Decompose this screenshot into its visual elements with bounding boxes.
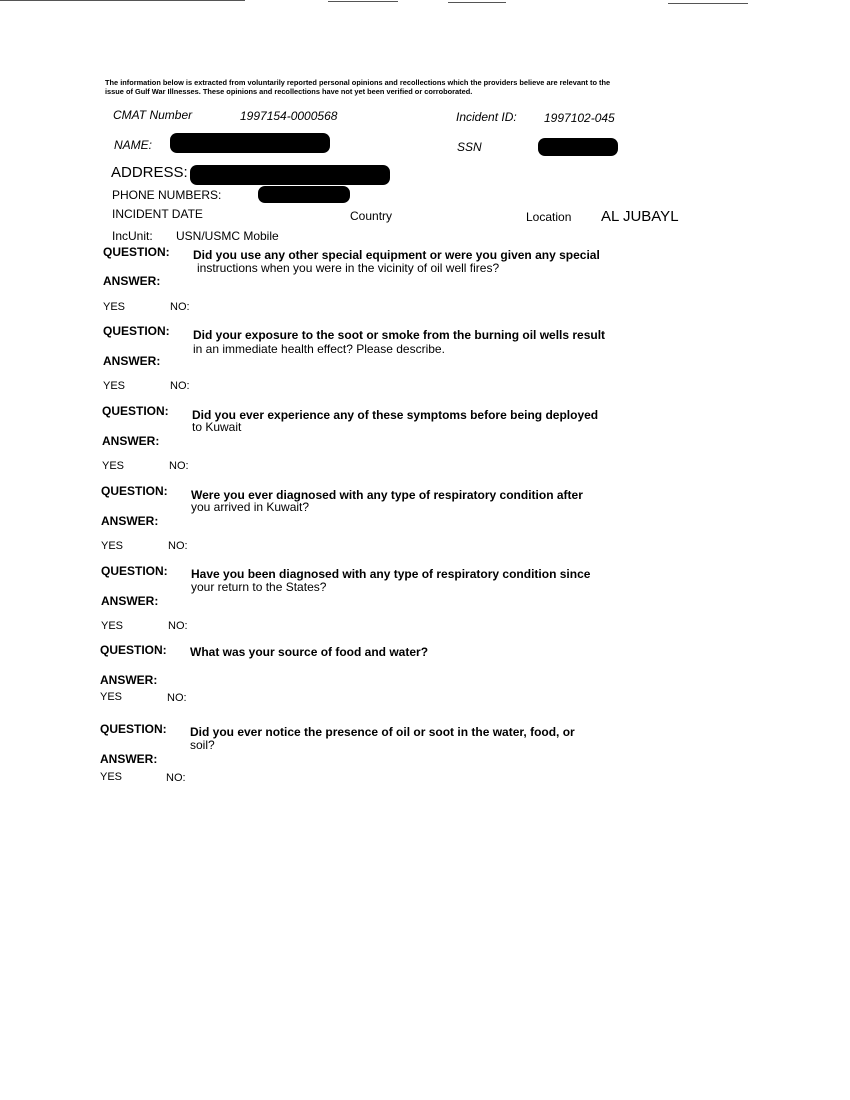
question-label: QUESTION: <box>102 404 169 418</box>
no-label: NO: <box>167 692 187 704</box>
question-2-text: Did your exposure to the soot or smoke from the burning oil wells result <box>193 328 606 342</box>
question-label: QUESTION: <box>100 643 167 657</box>
phone-numbers-label: PHONE NUMBERS: <box>112 188 222 202</box>
question-1-text: Did you use any other special equipment or were you given any special <box>193 248 600 262</box>
no-label: NO: <box>168 620 188 632</box>
incident-id-value: 1997102-045 <box>544 111 615 125</box>
scan-artifact-line <box>328 1 398 2</box>
no-label: NO: <box>170 301 190 313</box>
no-label: NO: <box>166 772 186 784</box>
yes-label: YES <box>102 460 125 472</box>
ssn-redaction <box>538 138 618 156</box>
address-redaction <box>190 165 390 185</box>
phone-redaction <box>258 186 350 203</box>
question-4-continuation: you arrived in Kuwait? <box>191 500 310 514</box>
question-5-text: Have you been diagnosed with any type of respiratory condition since <box>191 567 591 581</box>
question-4-text: Were you ever diagnosed with any type of respiratory condition after <box>191 488 583 502</box>
disclaimer-line-1: The information below is extracted from voluntarily reported personal opinions and recollections which the providers believe are relevant to the <box>105 78 611 87</box>
yes-label: YES <box>101 540 124 552</box>
question-1-continuation: instructions when you were in the vicinity of oil well fires? <box>197 261 500 275</box>
yes-label: YES <box>101 620 124 632</box>
disclaimer <box>105 78 705 96</box>
question-7-continuation: soil? <box>190 738 215 752</box>
scan-artifact-line <box>668 3 748 4</box>
question-5-continuation: your return to the States? <box>191 580 327 594</box>
question-label: QUESTION: <box>103 324 170 338</box>
answer-label: ANSWER: <box>100 673 158 687</box>
no-label: NO: <box>169 460 189 472</box>
question-3-continuation: to Kuwait <box>192 420 242 434</box>
disclaimer-line-2: issue of Gulf War Illnesses. These opinions and recollections have not yet been verified or corroborated. <box>105 87 473 96</box>
incunit-label: IncUnit: <box>112 229 153 243</box>
scan-artifact-line <box>0 0 245 1</box>
answer-label: ANSWER: <box>101 594 159 608</box>
incident-date-label: INCIDENT DATE <box>112 207 203 221</box>
yes-label: YES <box>100 771 123 783</box>
question-7-text: Did you ever notice the presence of oil or soot in the water, food, or <box>190 725 575 739</box>
name-label: NAME: <box>114 138 153 152</box>
answer-label: ANSWER: <box>100 752 158 766</box>
question-label: QUESTION: <box>101 564 168 578</box>
question-3-text: Did you ever experience any of these symptoms before being deployed <box>192 408 599 422</box>
no-label: NO: <box>168 540 188 552</box>
scan-artifact-line <box>448 2 506 3</box>
yes-label: YES <box>103 301 126 313</box>
yes-label: YES <box>100 691 123 703</box>
address-label: ADDRESS: <box>111 164 188 181</box>
location-label: Location <box>526 210 572 224</box>
ssn-label: SSN <box>457 140 482 154</box>
question-label: QUESTION: <box>100 722 167 736</box>
location-value: AL JUBAYL <box>601 208 679 225</box>
incident-id-label: Incident ID: <box>456 110 517 124</box>
no-label: NO: <box>170 380 190 392</box>
answer-label: ANSWER: <box>101 514 159 528</box>
incunit-value: USN/USMC Mobile <box>176 229 279 243</box>
answer-label: ANSWER: <box>103 354 161 368</box>
answer-label: ANSWER: <box>103 274 161 288</box>
question-2-continuation: in an immediate health effect? Please describe. <box>193 342 445 356</box>
name-redaction <box>170 133 330 153</box>
yes-label: YES <box>103 380 126 392</box>
country-label: Country <box>350 209 393 223</box>
question-label: QUESTION: <box>101 484 168 498</box>
question-label: QUESTION: <box>103 245 170 259</box>
cmat-number-value: 1997154-0000568 <box>240 109 338 123</box>
question-6-text: What was your source of food and water? <box>190 645 429 659</box>
answer-label: ANSWER: <box>102 434 160 448</box>
cmat-number-label: CMAT Number <box>113 108 193 122</box>
